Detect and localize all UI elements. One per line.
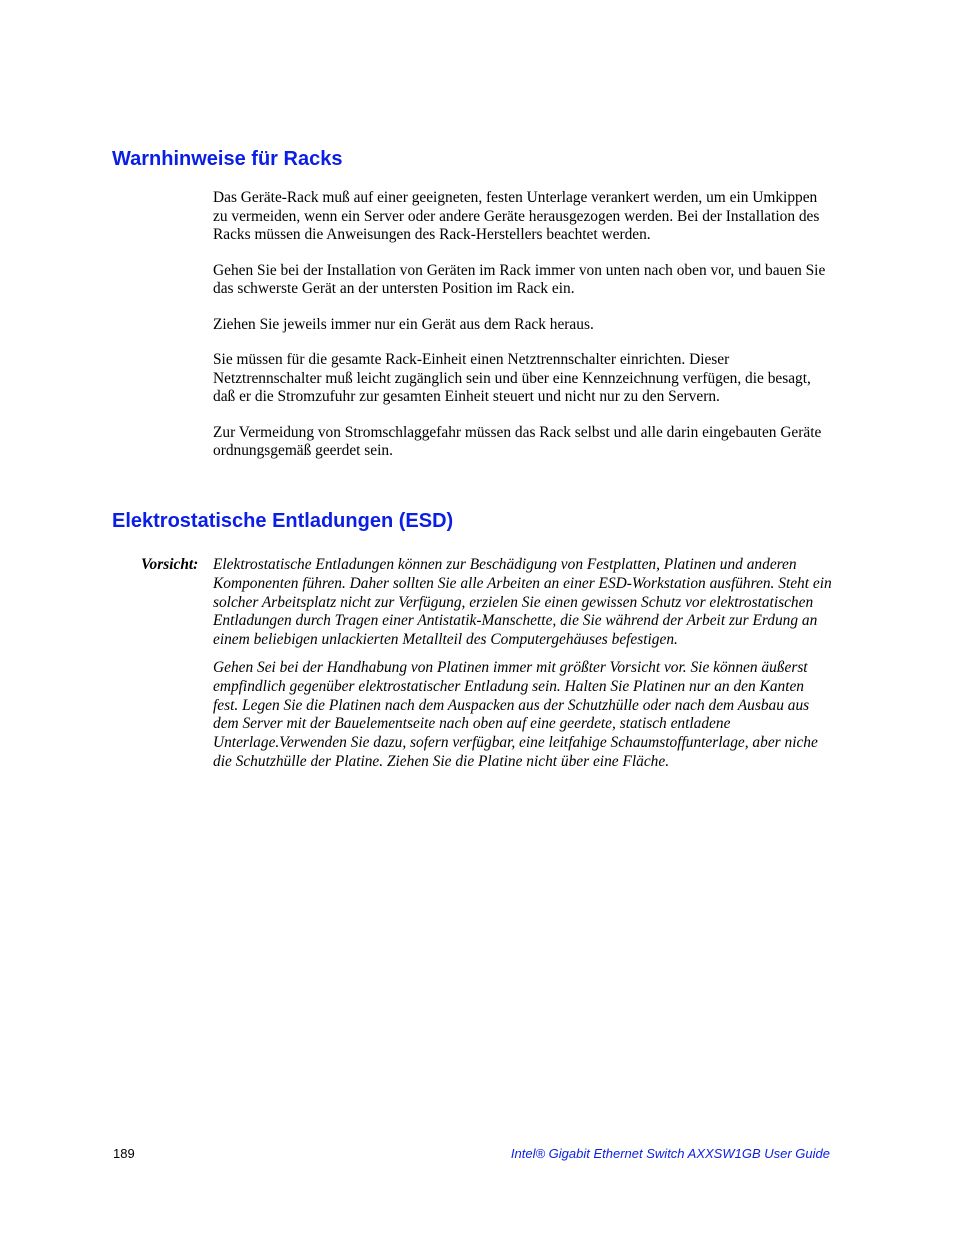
- paragraph: Sie müssen für die gesamte Rack-Einheit einen Netztrennschalter einrichten. Dieser Netztrennschalter muß leicht zugänglich sein und über eine Kennzeichnung verfügen, die besagt, daß er die Stromzufuhr zur gesamten Einheit steuert und nicht nur zu den Servern.: [213, 351, 811, 405]
- paragraph: Ziehen Sie jeweils immer nur ein Gerät aus dem Rack heraus.: [213, 315, 594, 333]
- paragraph: Gehen Sie bei der Installation von Geräten im Rack immer von unten nach oben vor, und bauen Sie das schwerste Gerät an der untersten Position im Rack ein.: [213, 261, 826, 297]
- section-body-rack-warnings: [213, 189, 833, 478]
- caution-body: [213, 556, 833, 781]
- section-heading-esd: Elektrostatische Entladungen (ESD): [112, 510, 454, 532]
- caution-paragraph: Gehen Sei bei der Handhabung von Platinen immer mit größter Vorsicht vor. Sie können äußerst empfindlich gegenüber elektrostatischer Entladung sein. Halten Sie Platinen nur an den Kanten fest. Legen Sie die Platinen nach dem Auspacken aus der Schutzhülle oder nach dem Ausbau aus dem Server mit der Bauelementseite nach oben auf eine geerdete, statisch entladene Unterlage.Verwenden Sie dazu, sofern verfügbar, eine leitfahige Schaumstoffunterlage, aber niche die Schutzhülle der Platine. Ziehen Sie die Platine nicht über eine Fläche.: [213, 658, 818, 770]
- paragraph: Das Geräte-Rack muß auf einer geeigneten, festen Unterlage verankert werden, um ein Umkippen zu vermeiden, wenn ein Server oder andere Geräte herausgezogen werden. Bei der Installation des Racks müssen die Anweisungen des Rack-Herstellers beachtet werden.: [213, 189, 820, 243]
- footer-doc-title: Intel® Gigabit Ethernet Switch AXXSW1GB User Guide: [510, 1146, 830, 1161]
- paragraph: Zur Vermeidung von Stromschlaggefahr müssen das Rack selbst und alle darin eingebauten Geräte ordnungsgemäß geerdet sein.: [213, 423, 822, 459]
- section-heading-rack-warnings: Warnhinweise für Racks: [112, 148, 343, 170]
- caution-paragraph: Elektrostatische Entladungen können zur Beschädigung von Festplatten, Platinen und anderen Komponenten führen. Daher sollten Sie alle Arbeiten an einer ESD-Workstation ausführen. Steht ein solcher Arbeitsplatz nicht zur Verfügung, erzielen Sie einen gewissen Schutz vor elektrostatischen Entladungen durch Tragen einer Antistatik-Manschette, die Sie während der Arbeit zur Erdung an einem beliebigen unlackierten Metallteil des Computergehäuses befestigen.: [213, 556, 832, 649]
- page-number: 189: [113, 1146, 135, 1161]
- caution-label: Vorsicht:: [141, 556, 199, 573]
